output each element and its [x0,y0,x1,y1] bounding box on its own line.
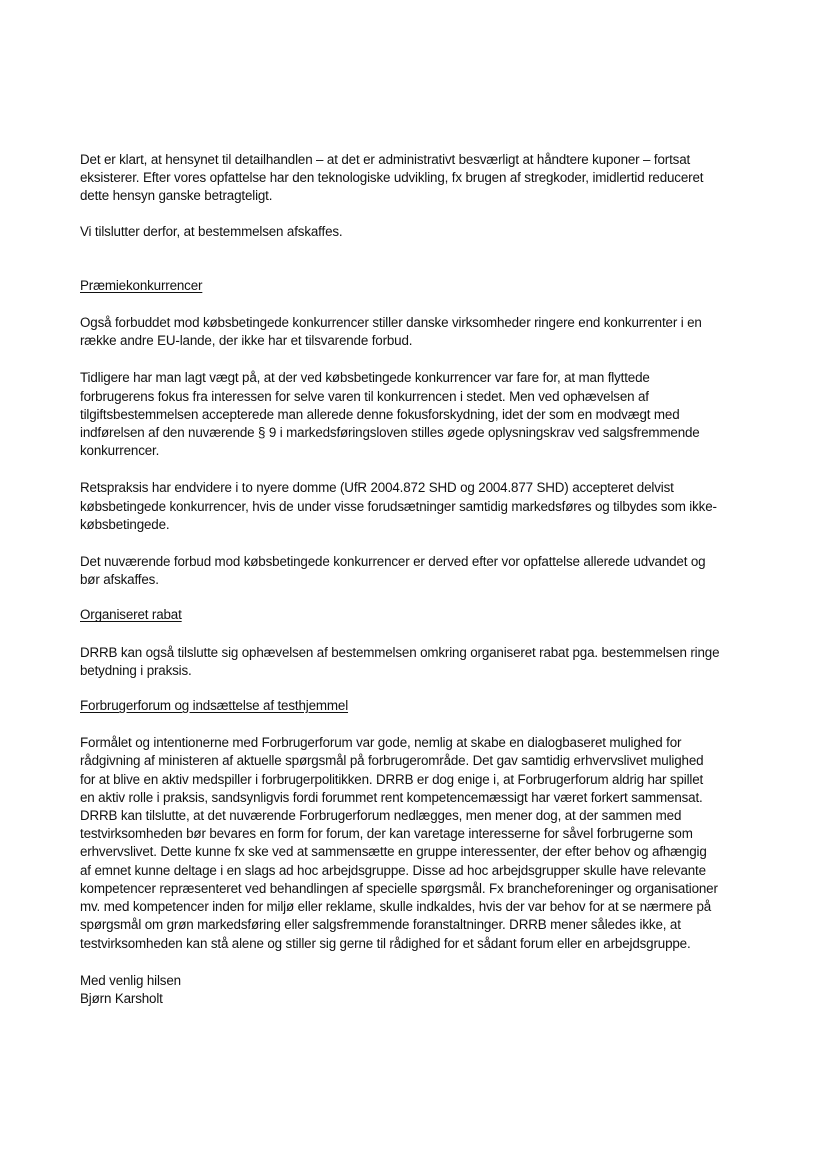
text-line: forbrugerens fokus fra interessen for selve varen til konkurrencen i stedet. Men ved ophævelsen af [80,388,649,404]
text-line: af emnet kunne deltage i en slags ad hoc arbejdsgruppe. Disse ad hoc arbejdsgrupper skulle have relevante [80,862,706,878]
paragraph-case-law [80,479,740,534]
text-line: for at blive en aktiv medspiller i forbrugerpolitikken. DRRB er dog enige i, at Forbrugerforum aldrig har spillet [80,771,704,787]
text-line: bør afskaffes. [80,572,159,588]
paragraph-retail-consideration [80,151,740,206]
text-line: dette hensyn ganske betragteligt. [80,188,273,204]
text-line: Tidligere har man lagt vægt på, at der ved købsbetingede konkurrencer var fare for, at man flyttede [80,370,650,386]
text-line: indførelsen af den nuværende § 9 i markedsføringsloven stilles øgede oplysningskrav ved salgsfremmende [80,425,700,441]
text-line: Det er klart, at hensynet til detailhandlen – at det er administrativt besværligt at håndtere kuponer – fortsat [80,152,691,167]
text-line: eksisterer. Efter vores opfattelse har den teknologiske udvikling, fx brugen af stregkoder, imidlertid reduceret [80,170,704,186]
text-line: testvirksomheden kan stå alene og stiller sig gerne til rådighed for et sådant forum eller en arbejdsgruppe. [80,935,691,951]
paragraph-organised-discount [80,644,740,680]
heading-forbrugerforum: Forbrugerforum og indsættelse af testhjemmel [80,698,349,714]
text-line: Også forbuddet mod købsbetingede konkurrencer stiller danske virksomheder ringere end konkurrenter i en [80,315,702,331]
text-line: spørgsmål om grøn markedsføring eller salgsfremmende foranstaltninger. DRRB mener således ikke, at [80,917,681,933]
closing-line: Med venlig hilsen [80,972,181,988]
text-line: en aktiv rolle i praksis, sandsynligvis fordi forummet rent kompetencemæssigt har været forkert sammensat. [80,789,703,805]
paragraph-competitions-ban [80,314,740,350]
text-line: DRRB kan også tilslutte sig ophævelsen af bestemmelsen omkring organiseret rabat pga. bestemmelsen ringe [80,644,720,660]
text-line: Det nuværende forbud mod købsbetingede konkurrencer er derved efter vor opfattelse allerede udvandet og [80,554,706,570]
paragraph-ban-diluted [80,553,740,589]
signature-name: Bjørn Karsholt [80,990,163,1006]
closing-greeting [80,972,740,1008]
heading-organiseret-rabat: Organiseret rabat [80,607,182,623]
paragraph-consumer-forum [80,734,740,952]
text-line: Formålet og intentionerne med Forbrugerforum var gode, nemlig at skabe en dialogbaseret mulighed for [80,735,682,751]
text-line: konkurrencer. [80,443,160,459]
text-line: række andre EU-lande, der ikke har et tilsvarende forbud. [80,333,413,349]
text-line: erhvervslivet. Dette kunne fx ske ved at sammensætte en gruppe interessenter, der efter behov og afhængig [80,844,707,860]
text-line: betydning i praksis. [80,662,192,678]
heading-praemiekonkurrencer: Præmiekonkurrencer [80,277,203,293]
text-line: Retspraksis har endvidere i to nyere domme (UfR 2004.872 SHD og 2004.877 SHD) accepteret delvist [80,480,674,496]
text-line: rådgivning af ministeren af aktuelle spørgsmål på forbrugerområde. Det gav samtidig erhvervslivet mulighed [80,753,704,769]
paragraph-abolish-provision [80,223,740,241]
text-line: mv. med kompetencer inden for miljø eller reklame, skulle indkaldes, hvis der var behov for at se nærmere på [80,899,712,915]
text-line: testvirksomheden bør bevares en form for forum, der kan varetage interesserne for såvel forbrugerne som [80,826,693,842]
text-line: Vi tilslutter derfor, at bestemmelsen afskaffes. [80,223,343,239]
text-line: købsbetingede. [80,516,170,532]
text-line: kompetencer repræsenteret ved behandlingen af specielle spørgsmål. Fx brancheforeninger og organisationer [80,880,718,896]
text-line: købsbetingede konkurrencer, hvis de under visse forudsætninger samtidig markedsføres og tilbydes som ikke- [80,498,717,514]
text-line: DRRB kan tilslutte, at det nuværende Forbrugerforum nedlægges, men mener dog, at der sammen med [80,808,682,824]
letter-body [80,151,740,1008]
text-line: tilgiftsbestemmelsen accepterede man allerede denne fokusforskydning, idet der som en modvægt med [80,406,680,422]
paragraph-consumer-focus [80,369,740,460]
